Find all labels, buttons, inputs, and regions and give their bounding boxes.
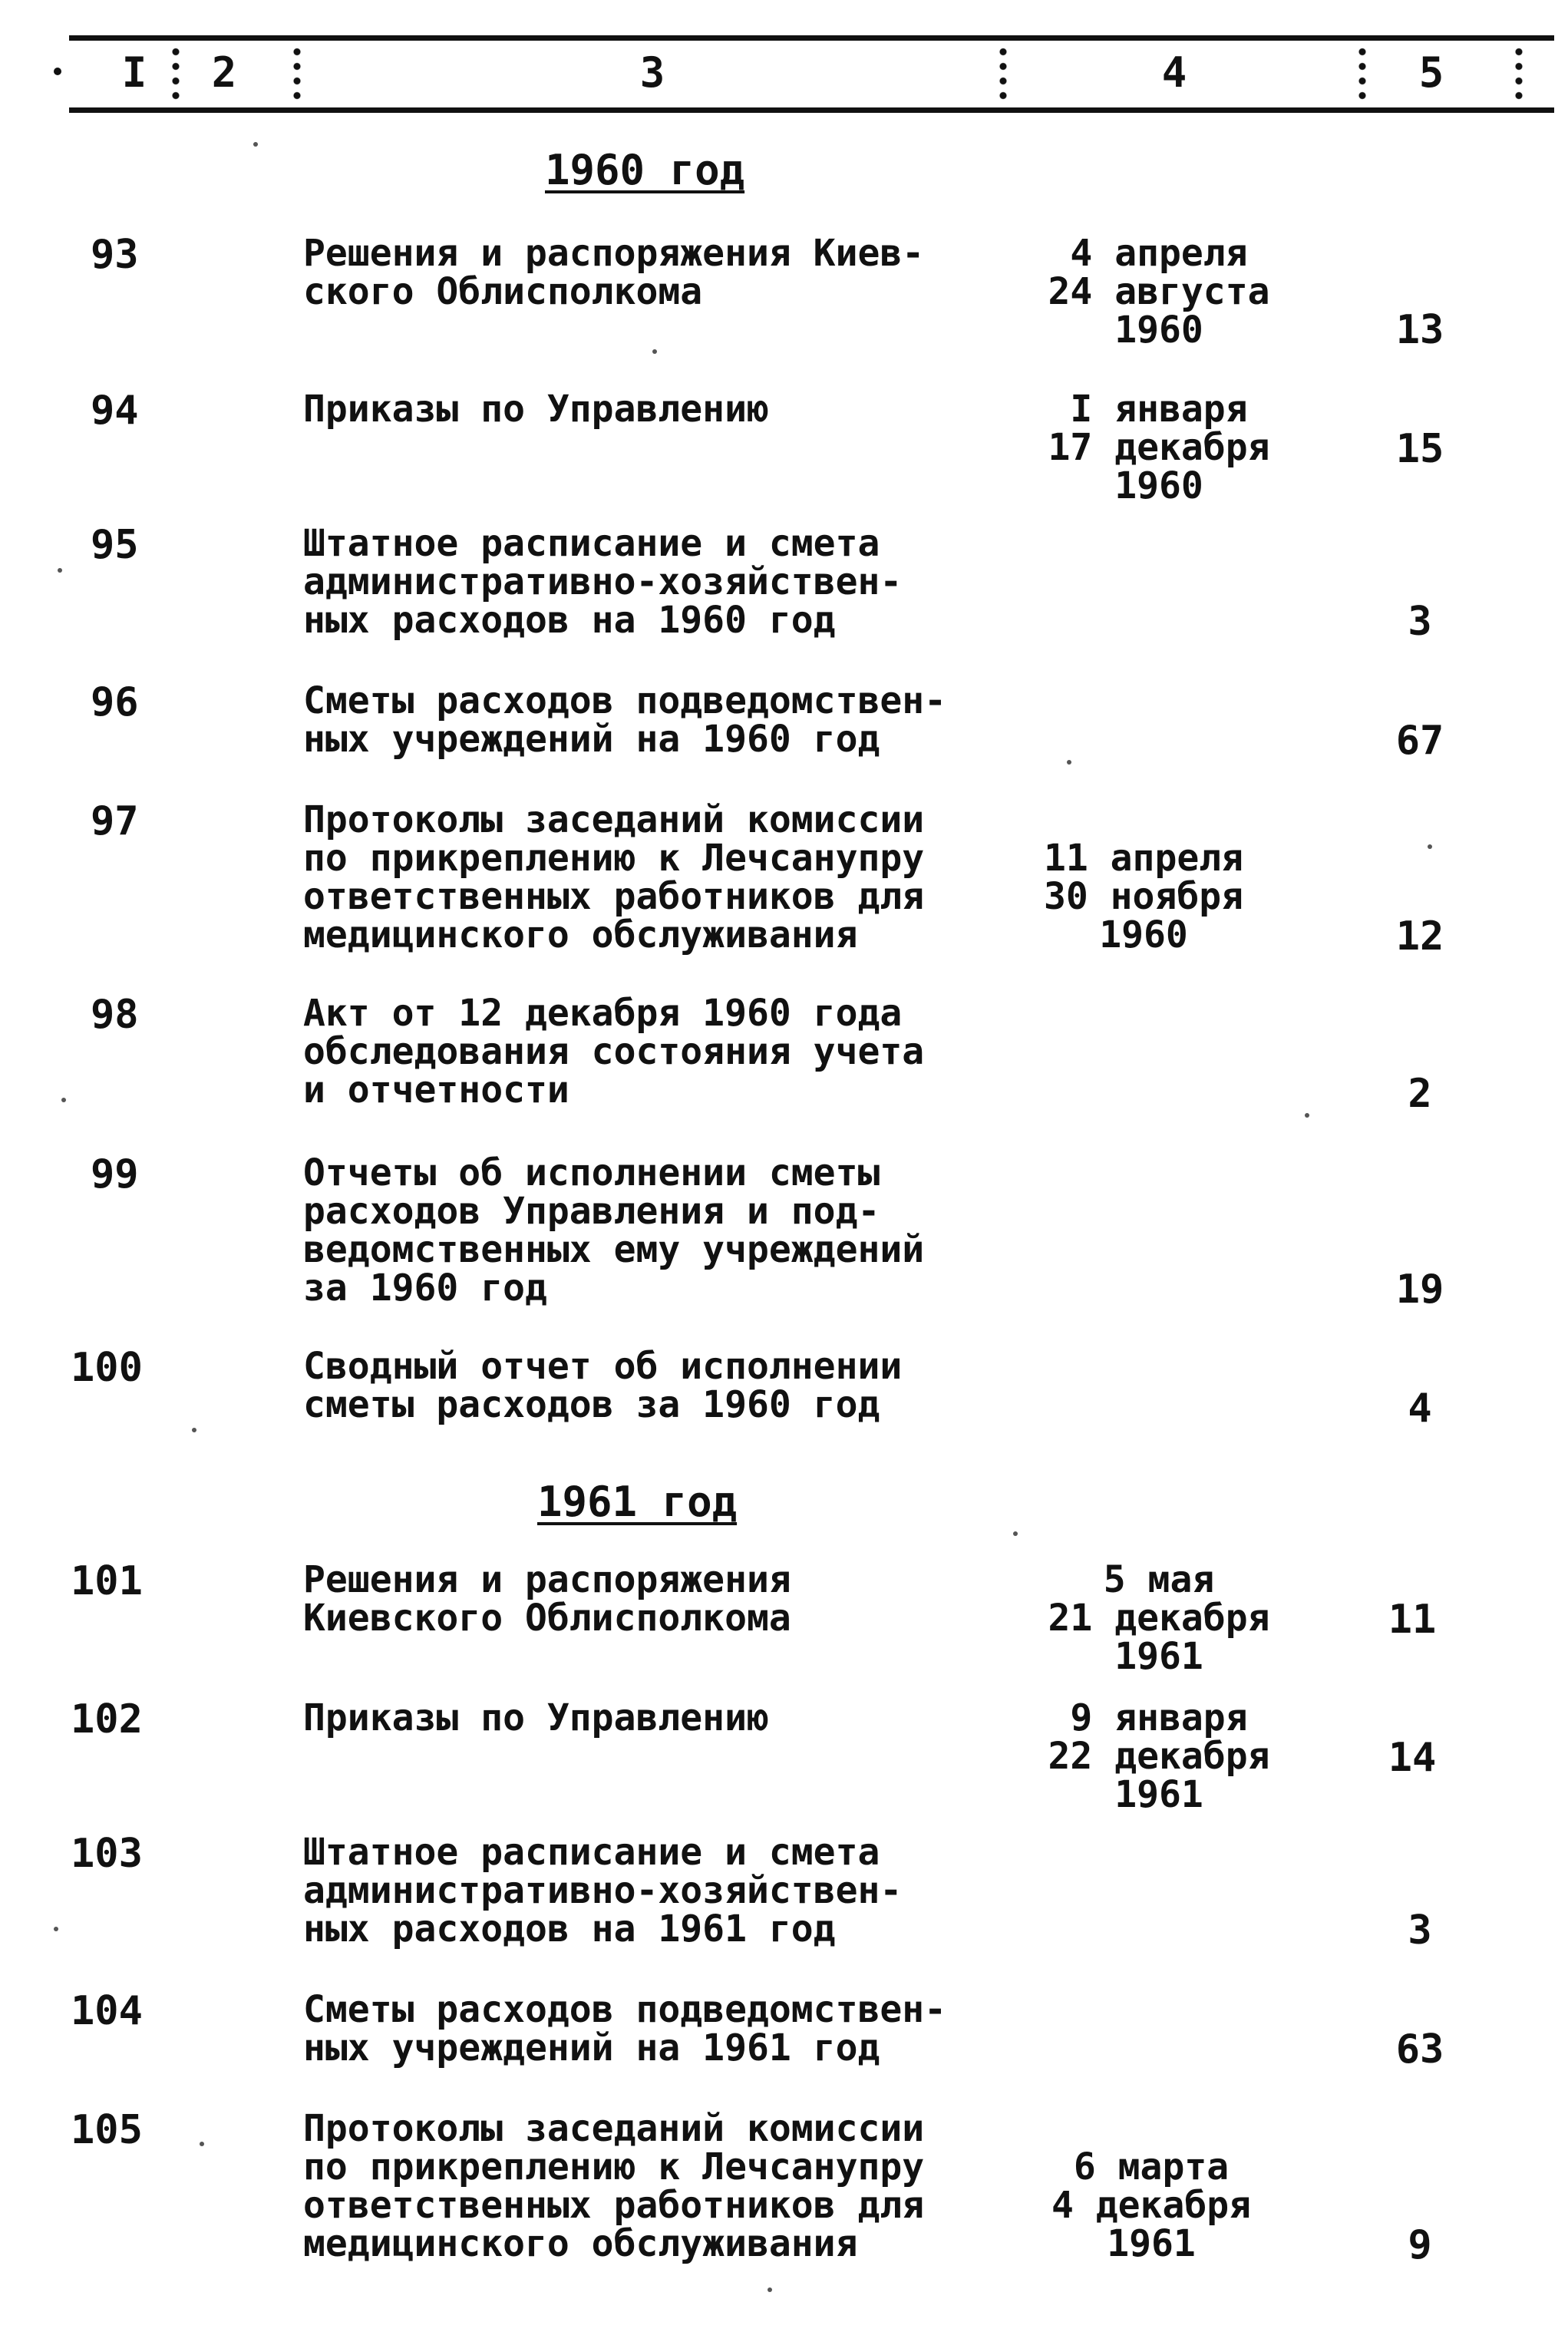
- scan-speck: [652, 349, 657, 354]
- entry-leaves: 67: [1395, 718, 1444, 764]
- scan-speck: [1428, 844, 1432, 849]
- header-bottom-rule: [69, 107, 1554, 113]
- entry-number: 99: [91, 1151, 139, 1197]
- entry-number: 96: [91, 679, 139, 725]
- entry-dates: 9 января 22 декабря 1961: [1048, 1696, 1270, 1816]
- entry-leaves: 2: [1408, 1071, 1432, 1117]
- column-header-3: 3: [639, 48, 665, 97]
- entry-number: 94: [91, 388, 139, 434]
- entry-title: Приказы по Управлению: [303, 1696, 769, 1739]
- entry-dates: 5 мая 21 декабря 1961: [1048, 1558, 1270, 1678]
- scan-speck: [253, 142, 258, 147]
- column-header-4: 4: [1161, 48, 1187, 97]
- entry-number: 105: [71, 2107, 143, 2153]
- section-year-heading: 1961 год: [537, 1478, 738, 1526]
- entry-leaves: 19: [1395, 1267, 1444, 1313]
- entry-title: Акт от 12 декабря 1960 года обследования состояния учета и отчетности: [303, 992, 925, 1111]
- entry-leaves: 15: [1395, 426, 1444, 472]
- entry-leaves: 3: [1408, 599, 1432, 645]
- column-header-2: 2: [211, 48, 237, 97]
- entry-leaves: 63: [1395, 2026, 1444, 2073]
- header-top-rule: [69, 35, 1554, 41]
- column-header-5: 5: [1418, 48, 1444, 97]
- entry-title: Решения и распоряжения Киев- ского Облисполкома: [303, 232, 925, 313]
- entry-leaves: 12: [1395, 913, 1444, 960]
- column-header-1: I: [121, 48, 147, 97]
- entry-title: Сводный отчет об исполнении сметы расходов за 1960 год: [303, 1345, 903, 1426]
- entry-leaves: 11: [1388, 1597, 1437, 1643]
- entry-title: Решения и распоряжения Киевского Облисполкома: [303, 1558, 791, 1640]
- entry-title: Штатное расписание и смета административно-хозяйствен- ных расходов на 1960 год: [303, 522, 903, 642]
- entry-leaves: 3: [1408, 1908, 1432, 1954]
- entry-title: Сметы расходов подведомствен- ных учреждений на 1961 год: [303, 1988, 947, 2069]
- entry-number: 104: [71, 1988, 143, 2034]
- column-separator: [292, 45, 302, 103]
- entry-number: 95: [91, 522, 139, 568]
- entry-title: Отчеты об исполнении сметы расходов Управления и под- ведомственных ему учреждений за 1960 год: [303, 1151, 925, 1310]
- scan-speck: [61, 1098, 66, 1102]
- entry-number: 93: [91, 232, 139, 278]
- column-separator: [998, 45, 1008, 103]
- scan-speck: [54, 1927, 58, 1931]
- scan-speck: [1067, 760, 1071, 765]
- column-separator: [1357, 45, 1368, 103]
- entry-leaves: 9: [1408, 2222, 1432, 2268]
- entry-title: Протоколы заседаний комиссии по прикреплению к Лечсанупру ответственных работников для медицинского обслуживания: [303, 798, 925, 956]
- entry-leaves: 4: [1408, 1386, 1432, 1432]
- entry-number: 103: [71, 1831, 143, 1877]
- entry-number: 98: [91, 992, 139, 1038]
- section-year-heading: 1960 год: [545, 146, 745, 194]
- scan-speck: [1013, 1531, 1018, 1536]
- entry-number: 101: [71, 1558, 143, 1604]
- entry-dates: 4 апреля 24 августа 1960: [1048, 232, 1270, 352]
- column-separator: [170, 45, 181, 103]
- entry-leaves: 14: [1388, 1735, 1437, 1781]
- entry-dates: 6 марта 4 декабря 1961: [1051, 2145, 1252, 2265]
- entry-dates: 11 апреля 30 ноября 1960: [1043, 837, 1244, 956]
- scan-speck: [767, 2287, 772, 2292]
- scan-speck: [1305, 1113, 1309, 1118]
- entry-leaves: 13: [1395, 307, 1444, 353]
- entry-title: Штатное расписание и смета административно-хозяйствен- ных расходов на 1961 год: [303, 1831, 903, 1950]
- entry-title: Приказы по Управлению: [303, 388, 769, 431]
- scan-speck: [58, 568, 62, 573]
- margin-dot: [54, 68, 61, 75]
- scan-speck: [192, 1428, 196, 1432]
- entry-title: Протоколы заседаний комиссии по прикреплению к Лечсанупру ответственных работников для медицинского обслуживания: [303, 2107, 925, 2265]
- scan-speck: [200, 2142, 204, 2146]
- entry-number: 100: [71, 1345, 143, 1391]
- entry-number: 97: [91, 798, 139, 844]
- entry-number: 102: [71, 1696, 143, 1742]
- column-separator: [1514, 45, 1524, 103]
- entry-dates: I января 17 декабря 1960: [1048, 388, 1270, 507]
- entry-title: Сметы расходов подведомствен- ных учреждений на 1960 год: [303, 679, 947, 761]
